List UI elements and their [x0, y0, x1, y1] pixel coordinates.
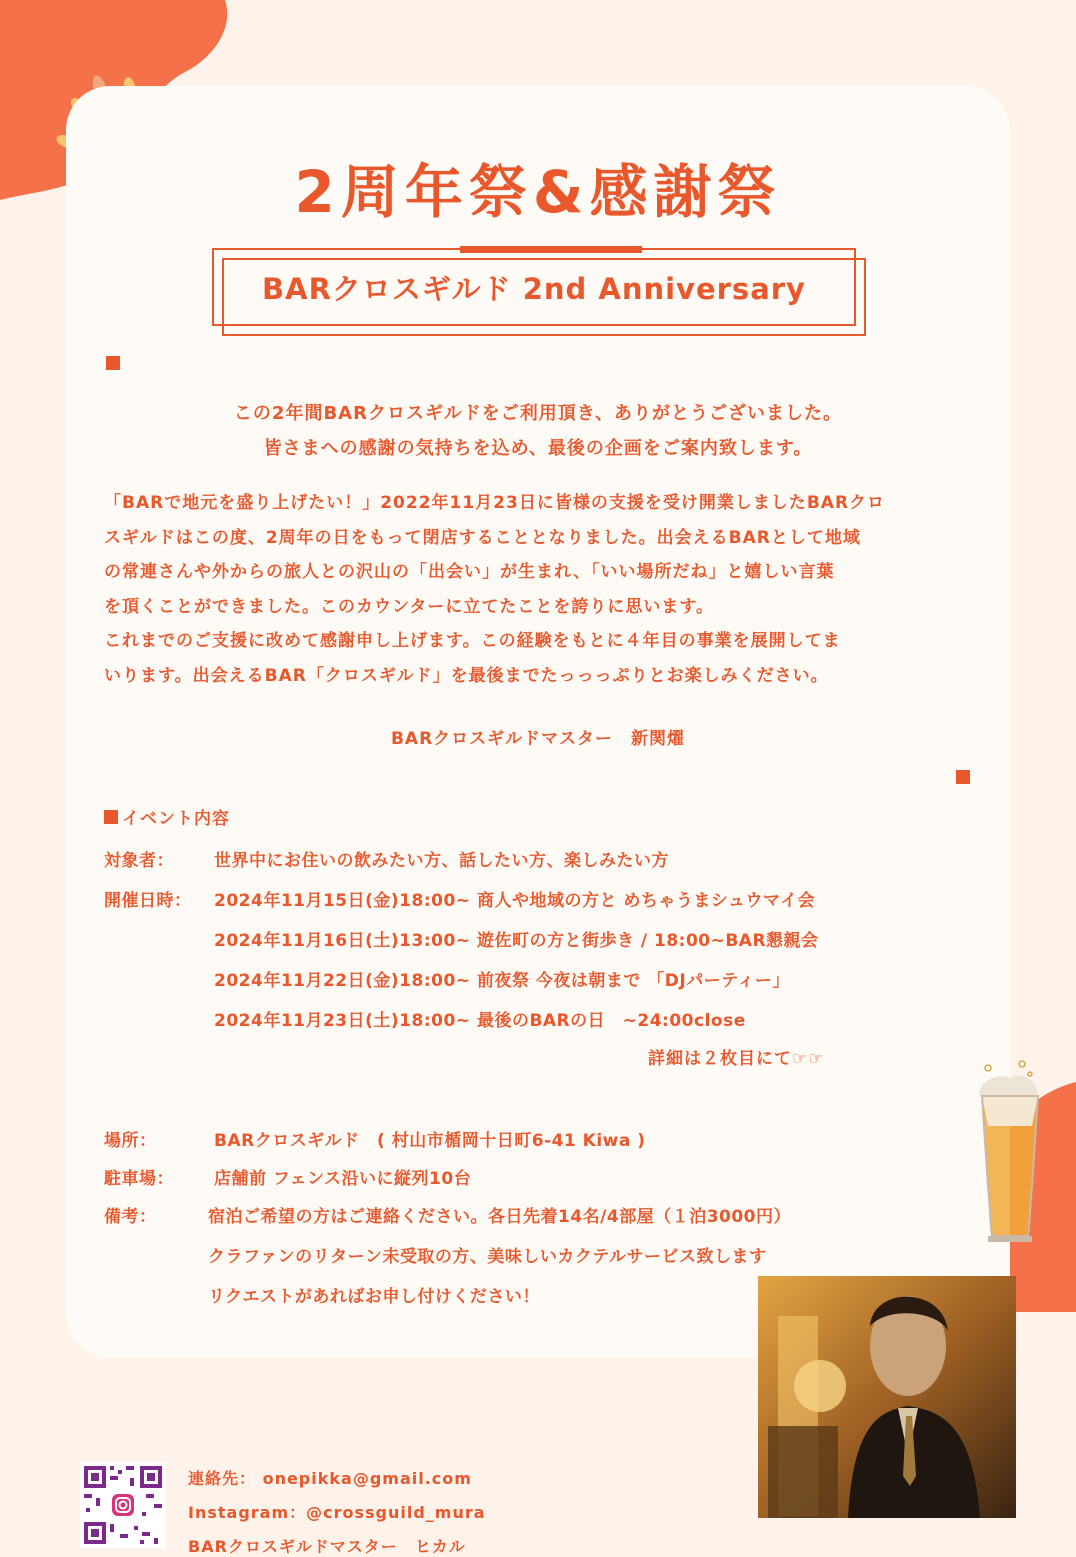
event-heading-label: イベント内容 — [122, 809, 230, 829]
place-value: BARクロスギルド ( 村山市楯岡十日町6-41 Kiwa ) — [214, 1131, 646, 1151]
notes-item: クラファンのリターン未受取の方、美味しいカクテルサービス致します — [208, 1247, 767, 1267]
intro-line: 皆さまへの感謝の気持ちを込め、最後の企画をご案内致します。 — [263, 438, 813, 459]
body-line: スギルドはこの度、2周年の日をもって閉店することとなりました。出会えるBARとして地域 — [104, 527, 861, 548]
parking-label: 駐車場： — [104, 1169, 174, 1189]
message-body — [104, 486, 976, 693]
body-line: を頂くことができました。このカウンターに立てたことを誇りに思います。 — [104, 596, 714, 617]
body-line: 「BARで地元を盛り上げたい！」2022年11月23日に皆様の支援を受け開業しましたBARクロ — [104, 493, 886, 513]
parking-value: 店舗前 フェンス沿いに縦列10台 — [214, 1169, 472, 1189]
intro-text — [0, 396, 1076, 466]
body-line: いります。出会えるBAR「クロスギルド」を最後までたっっっぷりとお楽しみください。 — [104, 665, 829, 686]
signature: BARクロスギルドマスター 新関燿 — [390, 729, 686, 749]
master-photo — [758, 1276, 1016, 1518]
body-line: これまでのご支援に改めて感謝申し上げます。この経験をもとに４年目の事業を展開してま — [104, 631, 841, 651]
event-date-item: 2024年11月22日(金)18:00~ 前夜祭 今夜は朝まで 「DJパーティー」 — [214, 971, 790, 991]
page-title: 2周年祭&感謝祭 — [294, 158, 782, 226]
intro-line: この2年間BARクロスギルドをご利用頂き、ありがとうございました。 — [233, 403, 843, 424]
event-date-item: 2024年11月23日(土)18:00~ 最後のBARの日 ~24:00close — [214, 1011, 746, 1031]
decorative-square — [106, 356, 120, 370]
contact-instagram: Instagram：@crossguild_mura — [188, 1503, 486, 1522]
notes-item: リクエストがあればお申し付けください！ — [208, 1287, 540, 1307]
event-date-item: 2024年11月16日(土)13:00~ 遊佐町の方と街歩き / 18:00~BAR懇親会 — [214, 931, 819, 951]
notes-label: 備考： — [104, 1207, 157, 1227]
decorative-square — [956, 770, 970, 784]
contact-master: BARクロスギルドマスター ヒカル — [188, 1537, 466, 1556]
subtitle: BARクロスギルド 2nd Anniversary — [262, 271, 806, 306]
place-label: 場所： — [104, 1131, 157, 1151]
target-value: 世界中にお住いの飲みたい方、話したい方、楽しみたい方 — [214, 851, 669, 871]
event-heading — [104, 804, 230, 829]
notes-item: 宿泊ご希望の方はご連絡ください。各日先着14名/4部屋（１泊3000円） — [208, 1207, 792, 1227]
event-date-item: 2024年11月15日(金)18:00~ 商人や地域の方と めちゃうまシュウマイ会 — [214, 891, 816, 911]
date-label: 開催日時： — [104, 891, 192, 911]
square-bullet-icon — [104, 810, 118, 824]
target-label: 対象者： — [104, 851, 174, 871]
beer-glass-icon — [970, 1056, 1050, 1246]
body-line: の常連さんや外からの旅人との沢山の「出会い」が生まれ、「いい場所だね」と嬉しい言葉 — [104, 562, 835, 582]
details-note: 詳細は２枚目にて☞☞ — [648, 1049, 825, 1069]
contact-email: 連絡先： onepikka@gmail.com — [188, 1469, 472, 1488]
qr-code[interactable] — [80, 1462, 166, 1548]
